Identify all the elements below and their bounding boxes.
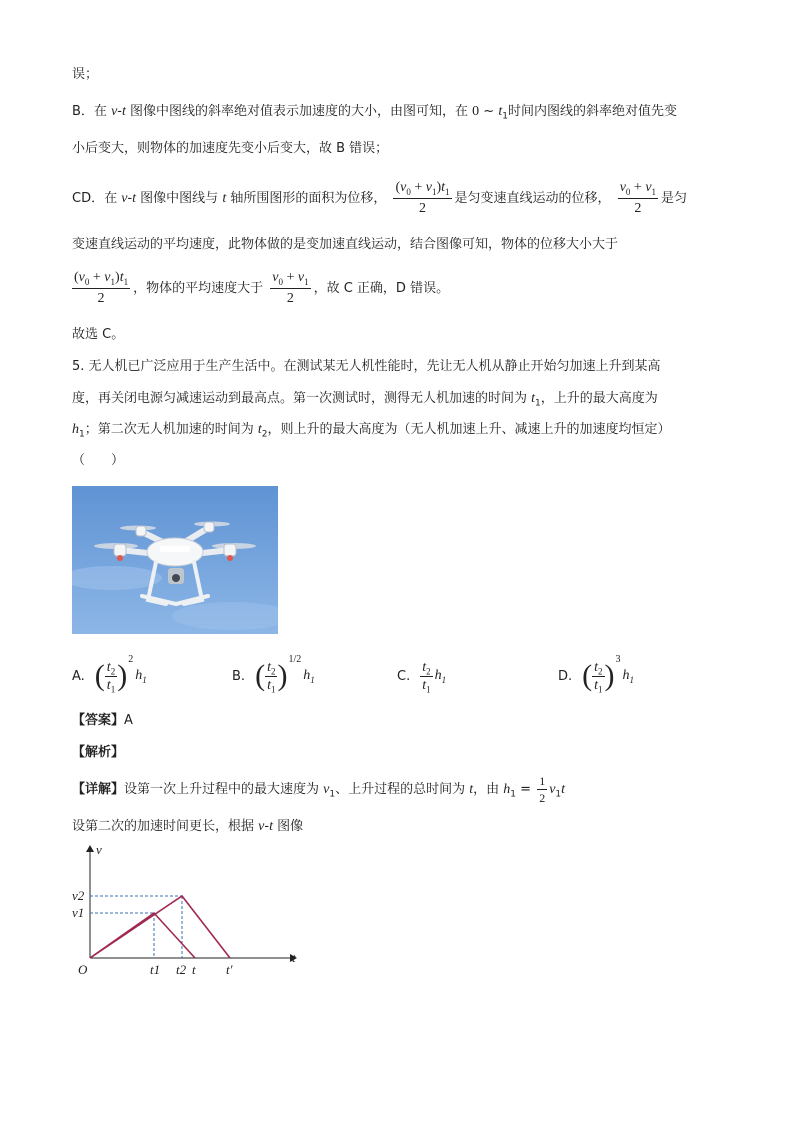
- fraction-displacement-2: $\frac{(v_0 + v_1)t_1}{2}$: [74, 270, 129, 306]
- v1-label: v1: [72, 905, 85, 920]
- t1-label: t1: [150, 962, 161, 977]
- prev-line-top: 误；: [72, 67, 99, 82]
- question-5-line1: 5. 无人机已广泛应用于生产生活中。在测试某无人机性能时，先让无人机从静止开始匀加速上升到某高: [72, 359, 661, 374]
- t-axis-label: t: [292, 950, 296, 965]
- v-axis-label: v: [96, 842, 102, 857]
- drone-photo: [72, 486, 278, 634]
- option-a[interactable]: A. ( $\frac{t_2}{t_1}$ ) 2 $h_1$: [72, 654, 147, 694]
- cd-explanation-line3: $\frac{(v_0 + v_1)t_1}{2}$ ，物体的平均速度大于 $\frac{v_0 + v_1}{2}$ ，故 C 正确，D 错误。: [72, 268, 449, 309]
- tprime-label: t′: [226, 962, 233, 977]
- t-label: t: [192, 962, 196, 977]
- question-5-blank: （ ）: [72, 453, 125, 468]
- option-c[interactable]: C. $\frac{t_2}{t_1}$ $h_1$: [397, 659, 447, 694]
- second-test-line: 设第二次的加速时间更长，根据 v-t 图像: [72, 819, 304, 834]
- fraction-average-velocity: $\frac{v_0 + v_1}{2}$: [619, 180, 657, 216]
- fraction-displacement: $\frac{(v_0 + v_1)t_1}{2}$: [395, 180, 450, 216]
- t2-label: t2: [176, 962, 187, 977]
- detail-line: 【详解】设第一次上升过程中的最大速度为 $v_1$、上升过程的总时间为 t，由 $h_1$ = $\frac{1}{2}$ $v_1t$: [72, 774, 566, 805]
- v2-label: v2: [72, 888, 85, 903]
- second-test-line-graph: [90, 896, 230, 958]
- cd-explanation-line1: CD．在 v-t 图像中图线与 t 轴所围图形的面积为位移， $\frac{(v_0 + v_1)t_1}{2}$ 是匀变速直线运动的位移， $\frac{v_0 + v_1}{2}$ 是匀: [72, 178, 687, 219]
- question-5-line2: 度，再关闭电源匀减速运动到最高点。第一次测试时，测得无人机加速的时间为 $t_1$，上升的最大高度为: [72, 391, 658, 409]
- vt-graph: [70, 840, 310, 980]
- first-test-line: [90, 913, 195, 958]
- answer-line: 【答案】A: [72, 713, 133, 728]
- origin-label: O: [78, 962, 88, 977]
- fraction-average-velocity-2: $\frac{v_0 + v_1}{2}$: [272, 270, 309, 306]
- option-b[interactable]: B. ( $\frac{t_2}{t_1}$ ) 1/2 $h_1$: [232, 654, 315, 694]
- option-b-explanation-line1: B．在 v-t 图像中图线的斜率绝对值表示加速度的大小，由图可知，在 0 ~ $t_1$时间内图线的斜率绝对值先变: [72, 104, 677, 122]
- cd-explanation-line2: 变速直线运动的平均速度，此物体做的是变加速直线运动，结合图像可知，物体的位移大小大于: [72, 237, 619, 252]
- question-5-line3: $h_1$；第二次无人机加速的时间为 $t_2$，则上升的最大高度为（无人机加速上升、减速上升的加速度均恒定）: [72, 422, 671, 440]
- analysis-line: 【解析】: [72, 745, 125, 760]
- option-d[interactable]: D. ( $\frac{t_2}{t_1}$ ) 3 $h_1$: [558, 654, 635, 694]
- choose-line: 故选 C。: [72, 327, 125, 342]
- option-b-explanation-line2: 小后变大，则物体的加速度先变小后变大，故 B 错误；: [72, 141, 389, 156]
